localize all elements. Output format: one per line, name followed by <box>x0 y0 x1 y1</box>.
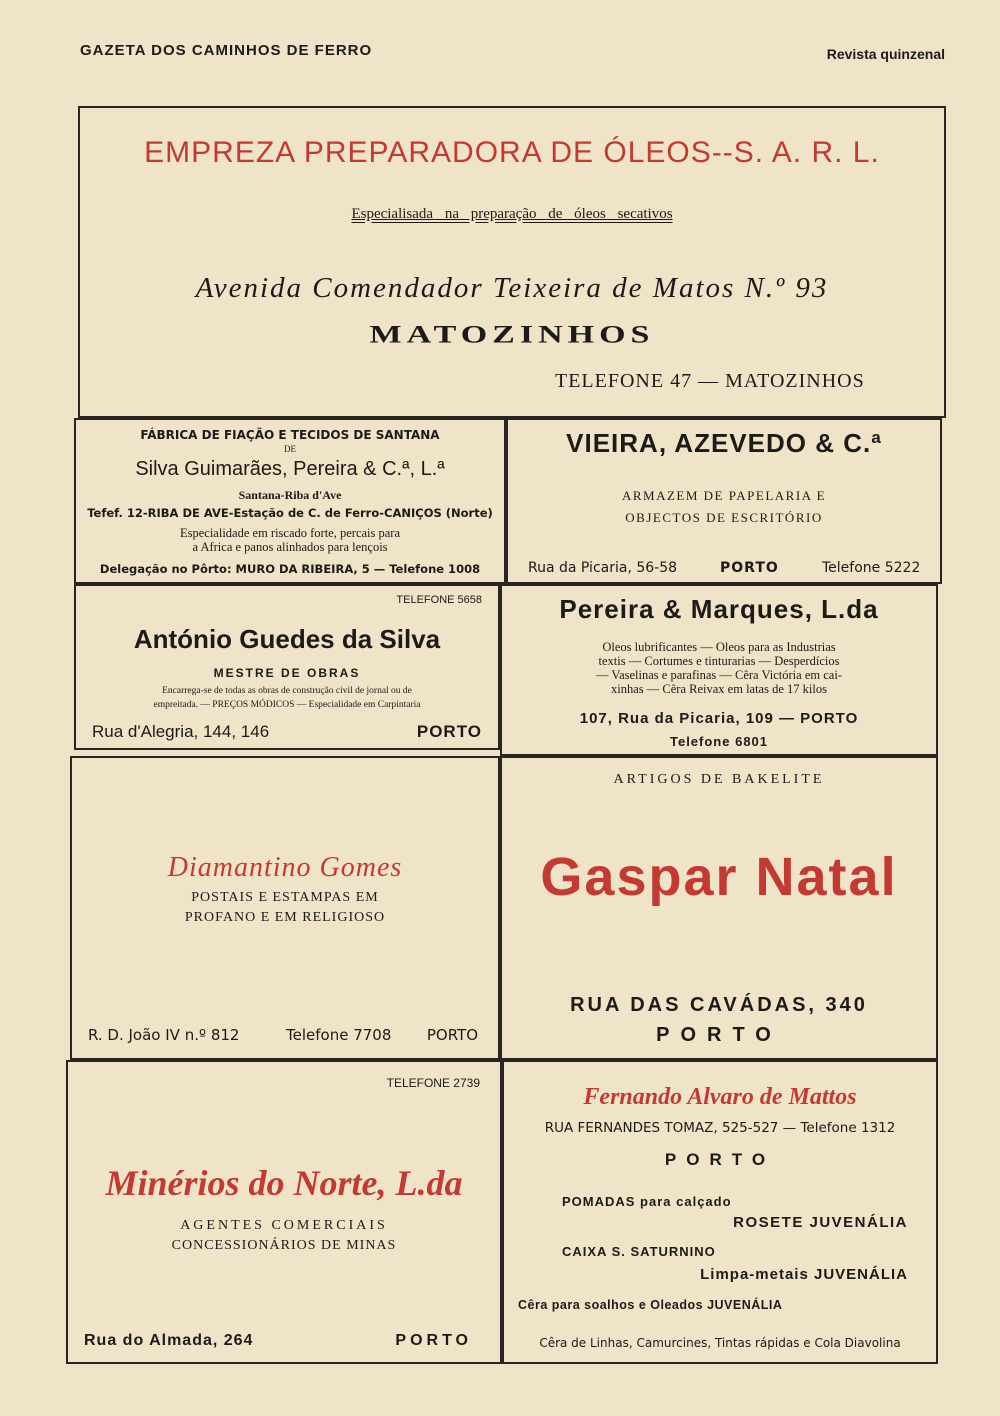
ad-guedes-phone: TELEFONE 5658 <box>396 594 482 606</box>
ad-pereira-phone: Telefone 6801 <box>669 734 769 749</box>
ad-diamantino-phone: Telefone 7708 <box>286 1026 392 1044</box>
ad-gaspar-city: PORTO <box>656 1024 782 1046</box>
ad-pereira-name: Pereira & Marques, L.da <box>559 594 879 624</box>
ad-vieira-address: Rua da Picaria, 56-58 <box>528 560 678 576</box>
ad-fernando-address: RUA FERNANDES TOMAZ, 525-527 — Telefone 1312 <box>544 1120 896 1136</box>
ad-guedes <box>74 584 500 750</box>
journal-title: GAZETA DOS CAMINHOS DE FERRO <box>80 42 373 59</box>
ad-santana-delegation: Delegação no Pôrto: MURO DA RIBEIRA, 5 — Telefone 1008 <box>99 562 481 576</box>
journal-subtitle: Revista quinzenal <box>826 46 945 62</box>
ad-fernando-p2b: Limpa-metais JUVENÁLIA <box>700 1266 908 1283</box>
ad-pereira-desc3: — Vaselinas e parafinas — Cêra Victória em cai- <box>596 668 842 682</box>
ad-vieira-phone: Telefone 5222 <box>822 560 921 576</box>
ad-minerios-name: Minérios do Norte, L.da <box>105 1163 463 1203</box>
ad-santana-spec2: a Africa e panos alinhados para lençois <box>192 540 388 554</box>
ad-vieira-city: PORTO <box>720 560 779 576</box>
ad-diamantino-name: Diamantino Gomes <box>167 852 403 883</box>
ad-fernando-p4: Cêra de Linhas, Camurcines, Tintas rápidas e Cola Diavolina <box>539 1336 901 1350</box>
ad-oleos-address: Avenida Comendador Teixeira de Matos N.º 93 <box>195 272 829 304</box>
ad-vieira <box>506 418 942 584</box>
ad-guedes-desc1: Encarrega-se de todas as obras de construção civil de jornal ou de <box>162 686 412 696</box>
ad-oleos-city: MATOZINHOS <box>369 320 655 349</box>
ad-diamantino-city: PORTO <box>426 1026 478 1044</box>
ad-oleos-phone: TELEFONE 47 — MATOZINHOS <box>555 370 865 392</box>
ad-minerios-line1: AGENTES COMERCIAIS <box>180 1218 388 1233</box>
ad-gaspar-top: ARTIGOS DE BAKELITE <box>613 772 825 787</box>
ad-santana-phone: Tefef. 12-RIBA DE AVE-Estação de C. de Ferro-CANIÇOS (Norte) <box>87 506 493 520</box>
ad-fernando-p3: Cêra para soalhos e Oleados JUVENÁLIA <box>518 1298 783 1312</box>
ad-gaspar-address: RUA DAS CAVÁDAS, 340 <box>570 994 868 1016</box>
ad-pereira-desc1: Oleos lubrificantes — Oleos para as Industrias <box>602 640 836 654</box>
ad-diamantino <box>70 756 500 1060</box>
ad-santana-place: Santana-Riba d'Ave <box>238 488 342 502</box>
ad-guedes-address: Rua d'Alegria, 144, 146 <box>92 722 270 741</box>
ad-minerios <box>66 1060 502 1364</box>
ad-santana-line1: FÁBRICA DE FIAÇÃO E TECIDOS DE SANTANA <box>140 428 440 442</box>
ad-guedes-desc2: empreitada. — PREÇOS MÓDICOS — Especialidade em Carpintaria <box>153 700 421 710</box>
ad-fernando <box>502 1060 938 1364</box>
ad-minerios-phone: TELEFONE 2739 <box>386 1076 480 1090</box>
ad-santana-name: Silva Guimarães, Pereira & C.ª, L.ª <box>135 458 445 480</box>
ad-guedes-city: PORTO <box>416 722 482 741</box>
ad-oleos-title: EMPREZA PREPARADORA DE ÓLEOS--S. A. R. L. <box>144 136 880 169</box>
ad-gaspar-name: Gaspar Natal <box>540 847 898 907</box>
ad-oleos <box>78 106 946 418</box>
ad-pereira-desc2: textis — Cortumes e tinturarias — Desperdícios <box>598 654 840 668</box>
ad-oleos-subtitle: Especialisada na preparação de óleos secativos <box>351 206 673 222</box>
ad-santana <box>74 418 506 584</box>
ad-fernando-name: Fernando Alvaro de Mattos <box>583 1084 857 1110</box>
ad-fernando-p1b: ROSETE JUVENÁLIA <box>733 1214 908 1231</box>
ad-vieira-line2: OBJECTOS DE ESCRITÓRIO <box>625 510 823 525</box>
ad-minerios-address: Rua do Almada, 264 <box>84 1332 254 1349</box>
ad-diamantino-address: R. D. João IV n.º 812 <box>88 1026 240 1044</box>
ad-vieira-line1: ARMAZEM DE PAPELARIA E <box>621 488 827 503</box>
ad-pereira-address: 107, Rua da Picaria, 109 — PORTO <box>579 710 859 727</box>
ad-minerios-city: PORTO <box>395 1332 472 1349</box>
ad-pereira <box>500 584 938 756</box>
ad-santana-line2: DE <box>284 444 296 454</box>
ad-fernando-p2a: CAIXA S. SATURNINO <box>562 1244 716 1259</box>
ad-fernando-city: PORTO <box>664 1150 776 1169</box>
ad-diamantino-line1: POSTAIS E ESTAMPAS EM <box>191 890 379 905</box>
ad-guedes-title: MESTRE DE OBRAS <box>213 666 361 680</box>
ad-fernando-p1a: POMADAS para calçado <box>562 1194 732 1209</box>
ad-minerios-line2: CONCESSIONÁRIOS DE MINAS <box>171 1238 397 1253</box>
ad-vieira-name: VIEIRA, AZEVEDO & C.ª <box>566 428 882 458</box>
ad-pereira-desc4: xinhas — Cêra Reivax em latas de 17 kilos <box>611 682 827 696</box>
ad-gaspar <box>500 756 938 1060</box>
ad-santana-spec1: Especialidade em riscado forte, percais para <box>179 526 401 540</box>
ad-diamantino-line2: PROFANO E EM RELIGIOSO <box>184 910 386 925</box>
ad-guedes-name: António Guedes da Silva <box>133 624 441 654</box>
